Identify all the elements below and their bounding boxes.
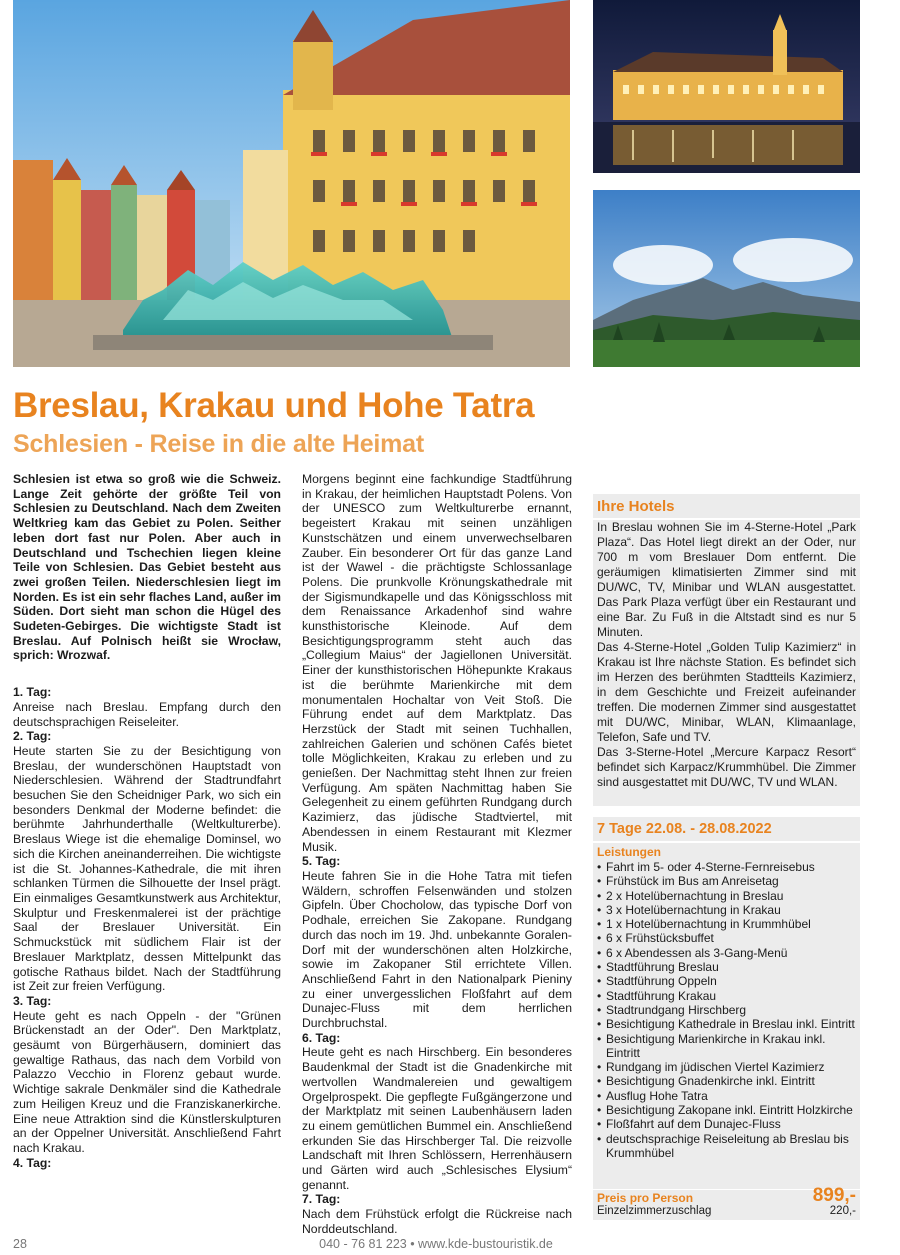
- hotel-paragraph-3: Das 3-Sterne-Hotel „Mercure Karpacz Resort“ befindet sich Karpacz/Krummhübel. Die Zimmer sind ausgestattet mit DU/WC, TV und WLAN.: [597, 745, 856, 789]
- surcharge-row: [593, 1205, 860, 1220]
- tour-dates: 7 Tage 22.08. - 28.08.2022: [593, 817, 860, 843]
- day-1-label: 1. Tag:: [13, 685, 52, 700]
- photo-breslau-university-night: [593, 0, 860, 173]
- services-list: [593, 860, 860, 1160]
- day-7-label: 7. Tag:: [302, 1192, 341, 1207]
- tour-info-box: [593, 817, 860, 1220]
- day-5-label: 5. Tag:: [302, 854, 341, 869]
- service-item: • 6 x Abendessen als 3-Gang-Menü: [597, 946, 856, 960]
- services-label: Leistungen: [597, 845, 662, 859]
- service-item: • Besichtigung Kathedrale in Breslau inkl. Eintritt: [597, 1017, 856, 1031]
- service-item: • deutschsprachige Reiseleitung ab Breslau bis Krummhübel: [597, 1132, 856, 1161]
- service-item: • Frühstück im Bus am Anreisetag: [597, 874, 856, 888]
- price-label: Preis pro Person: [597, 1191, 694, 1205]
- service-item: • Stadtrundgang Hirschberg: [597, 1003, 856, 1017]
- service-item: • Stadtführung Oppeln: [597, 974, 856, 988]
- hotel-paragraph-2: Das 4-Sterne-Hotel „Golden Tulip Kazimierz“ in Krakau ist Ihre nächste Station. Es befindet sich im Herzen des berühmten Stadtteils Kazimierz, in dem Geschichte und Freizeit aufeinander treffen. Die modernen Zimmer sind ausgestattet mit DU/WC, Minibar, WLAN, Klimaanlage, Telefon, Safe und TV.: [597, 640, 856, 744]
- hotels-box: [593, 494, 860, 806]
- service-item: • 2 x Hotelübernachtung in Breslau: [597, 889, 856, 903]
- photo-breslau-market-square: [13, 0, 570, 367]
- text-column-2: [302, 472, 572, 1237]
- service-item: • 3 x Hotelübernachtung in Krakau: [597, 903, 856, 917]
- service-item: • Fahrt im 5- oder 4-Sterne-Fernreisebus: [597, 860, 856, 874]
- day-4-text: Morgens beginnt eine fachkundige Stadtführung in Krakau, der heimlichen Hauptstadt Polens. Von der UNESCO zum Weltkulturerbe ernannt, begeistert Krakau mit seinen unzähligen Kunstschätzen und einem unverwechselbaren Zauber. Ein besonderer Ort für das ganze Land ist der Wawel - die prächtigste Schlossanlage Polens. Die prunkvolle Krönungskathedrale mit der Sigismundkapelle und das Königsschloss mit dem Renaissance Arkadenhof sind wahre kunsthistorische Kleinode. Auf dem Besichtigungsprogramm steht auch das „Collegium Maius“ der Jagiellonen Universität. Einer der kunsthistorischen Höhepunkte Krakaus ist die berühmte Marienkirche mit dem monumentalen Hochaltar von Veit Stoß. Die Führung endet auf dem Marktplatz. Das Herzstück der Stadt mit seinen Tuchhallen, zahlreichen Galerien und schönen Cafés bietet tolle Möglichkeiten, Krakau zu erleben und zu genießen. Der Nachmittag steht Ihnen zur freien Verfügung. Am späten Nachmittag haben Sie Gelegenheit zu einem geführten Rundgang durch Kazimierz, das jüdische Stadtviertel, mit Abendessen in einem Restaurant mit Klezmer Musik.: [302, 472, 572, 854]
- photo-hohe-tatra: [593, 190, 860, 367]
- day-3-text: Heute geht es nach Oppeln - der "Grünen Brückenstadt an der Oder". Den Marktplatz, gesäumt von Bürgerhäusern, dominiert das gewaltige Rathaus, das nach dem Vorbild von Palazzo Vecchio in Florenz gebaut wurde. Wichtige sakrale Denkmäler sind die Kathedrale zum Heiligen Kreuz und die Franziskanerkirche. Eine neue Attraktion sind die Künstlerskulpturen an der Oppelner Universität. Anschließend Fahrt nach Krakau.: [13, 1008, 281, 1155]
- service-item: • 6 x Frühstücksbuffet: [597, 931, 856, 945]
- page-title: Breslau, Krakau und Hohe Tatra: [13, 386, 535, 425]
- service-item: • Stadtführung Krakau: [597, 989, 856, 1003]
- service-item: • Ausflug Hohe Tatra: [597, 1089, 856, 1103]
- hotel-paragraph-1: In Breslau wohnen Sie im 4-Sterne-Hotel „Park Plaza“. Das Hotel liegt direkt an der Oder, nur 700 m vom Breslauer Dom entfernt. Die geräumigen klimatisierten Zimmer sind mit DU/WC, TV, Minibar und WLAN ausgestattet. Das Park Plaza verfügt über ein Restaurant und eine Bar. Zu Fuß in die Altstadt sind es nur 5 Minuten.: [597, 520, 856, 639]
- hotels-title: Ihre Hotels: [593, 494, 860, 520]
- service-item: • Stadtführung Breslau: [597, 960, 856, 974]
- intro-text: Schlesien ist etwa so groß wie die Schweiz. Lange Zeit gehörte der größte Teil von Schlesien zu Deutschland. Nach dem Zweiten Weltkrieg kam das Gebiet zu Polen. Seither leben dort fast nur Polen. Aber auch in Deutschland und Tschechien liegen kleine Teile von Schlesien. Das Gebiet besteht aus zwei großen Teilen. Niederschlesien liegt im Norden. Es ist ein sehr flaches Land, außer im Süden. Dort sieht man schon die Hügel des Sudeten-Gebirges. Die wichtigste Stadt ist Breslau. Auf Polnisch heißt sie Wrocław, sprich: Wrozwaf.: [13, 472, 281, 663]
- day-2-label: 2. Tag:: [13, 729, 52, 744]
- price-value: 899,-: [812, 1185, 856, 1206]
- page-number: 28: [13, 1237, 27, 1251]
- day-3-label: 3. Tag:: [13, 993, 52, 1008]
- service-item: • Besichtigung Marienkirche in Krakau inkl. Eintritt: [597, 1032, 856, 1061]
- day-1-text: Anreise nach Breslau. Empfang durch den deutschsprachigen Reiseleiter.: [13, 699, 281, 729]
- surcharge-value: 220,-: [829, 1205, 856, 1217]
- surcharge-label: Einzelzimmerzuschlag: [597, 1205, 712, 1217]
- page-subtitle: Schlesien - Reise in die alte Heimat: [13, 430, 425, 458]
- price-row: [593, 1185, 860, 1206]
- day-2-text: Heute starten Sie zu der Besichtigung von Breslau, der wunderschönen Hauptstadt von Niederschlesien. Während der Stadtrundfahrt besuchen Sie den Scheidniger Park, wo sich ein besonders Denkmal der Moderne befindet: die berühmte Jahrhunderthalle (Weltkulturerbe). Breslaus Wiege ist die ehemalige Dominsel, wo sich die Kirchen aneinanderreihen. Die wichtigste ist die St. Johannes-Kathedrale, die mit ihren schlanken Türmen die Silhouette der Insel prägt. Ein einmaliges Gesamtkunstwerk aus Architektur, Skulptur und Freskenmalerei ist der prächtige Saal der Breslauer Universität. Ein Schmuckstück mit südlichem Flair ist der Breslauer Marktplatz, dessen Mittelpunkt das gotische Rathaus bildet. Nach der Stadtführung ist Zeit zur freien Verfügung.: [13, 743, 281, 994]
- footer-contact: 040 - 76 81 223 • www.kde-bustouristik.de: [319, 1237, 553, 1251]
- service-item: • Rundgang im jüdischen Viertel Kazimierz: [597, 1060, 856, 1074]
- service-item: • Floßfahrt auf dem Dunajec-Fluss: [597, 1117, 856, 1131]
- service-item: • Besichtigung Gnadenkirche inkl. Eintritt: [597, 1074, 856, 1088]
- service-item: • Besichtigung Zakopane inkl. Eintritt Holzkirche: [597, 1103, 856, 1117]
- day-6-text: Heute geht es nach Hirschberg. Ein besonderes Baudenkmal der Stadt ist die Gnadenkirche mit wertvollen Wandmalereien und gewaltigem Orgelprospekt. Die gepflegte Fußgängerzone und der Marktplatz mit seinen Laubenhäusern laden zu einem gemütlichen Bummel ein. Anschließend erkunden Sie das Hirschberger Tal. Die reizvolle Landschaft mit Ihren Schlössern, Herrenhäusern und Gärten wird auch „Schlesisches Elysium“ genannt.: [302, 1045, 572, 1192]
- day-5-text: Heute fahren Sie in die Hohe Tatra mit tiefen Wäldern, schroffen Felsenwänden und stolzen Gipfeln. Über Chocholow, das typische Dorf von Podhale, erreichen Sie Zakopane. Rundgang durch das noch im 19. Jhd. unbekannte Goralen-Dorf mit der wunderschönen alten Holzkirche, sowie im Zakopaner Stil errichtete Villen. Anschließend Fahrt in den Nationalpark Pieniny zu einer unvergesslichen Floßfahrt auf dem Dunajec-Fluss mit dem herrlichen Durchbruchstal.: [302, 868, 572, 1031]
- day-4-label: 4. Tag:: [13, 1155, 52, 1170]
- text-column-1: [13, 472, 281, 1170]
- service-item: • 1 x Hotelübernachtung in Krummhübel: [597, 917, 856, 931]
- day-7-text: Nach dem Frühstück erfolgt die Rückreise nach Norddeutschland.: [302, 1207, 572, 1236]
- day-6-label: 6. Tag:: [302, 1030, 341, 1045]
